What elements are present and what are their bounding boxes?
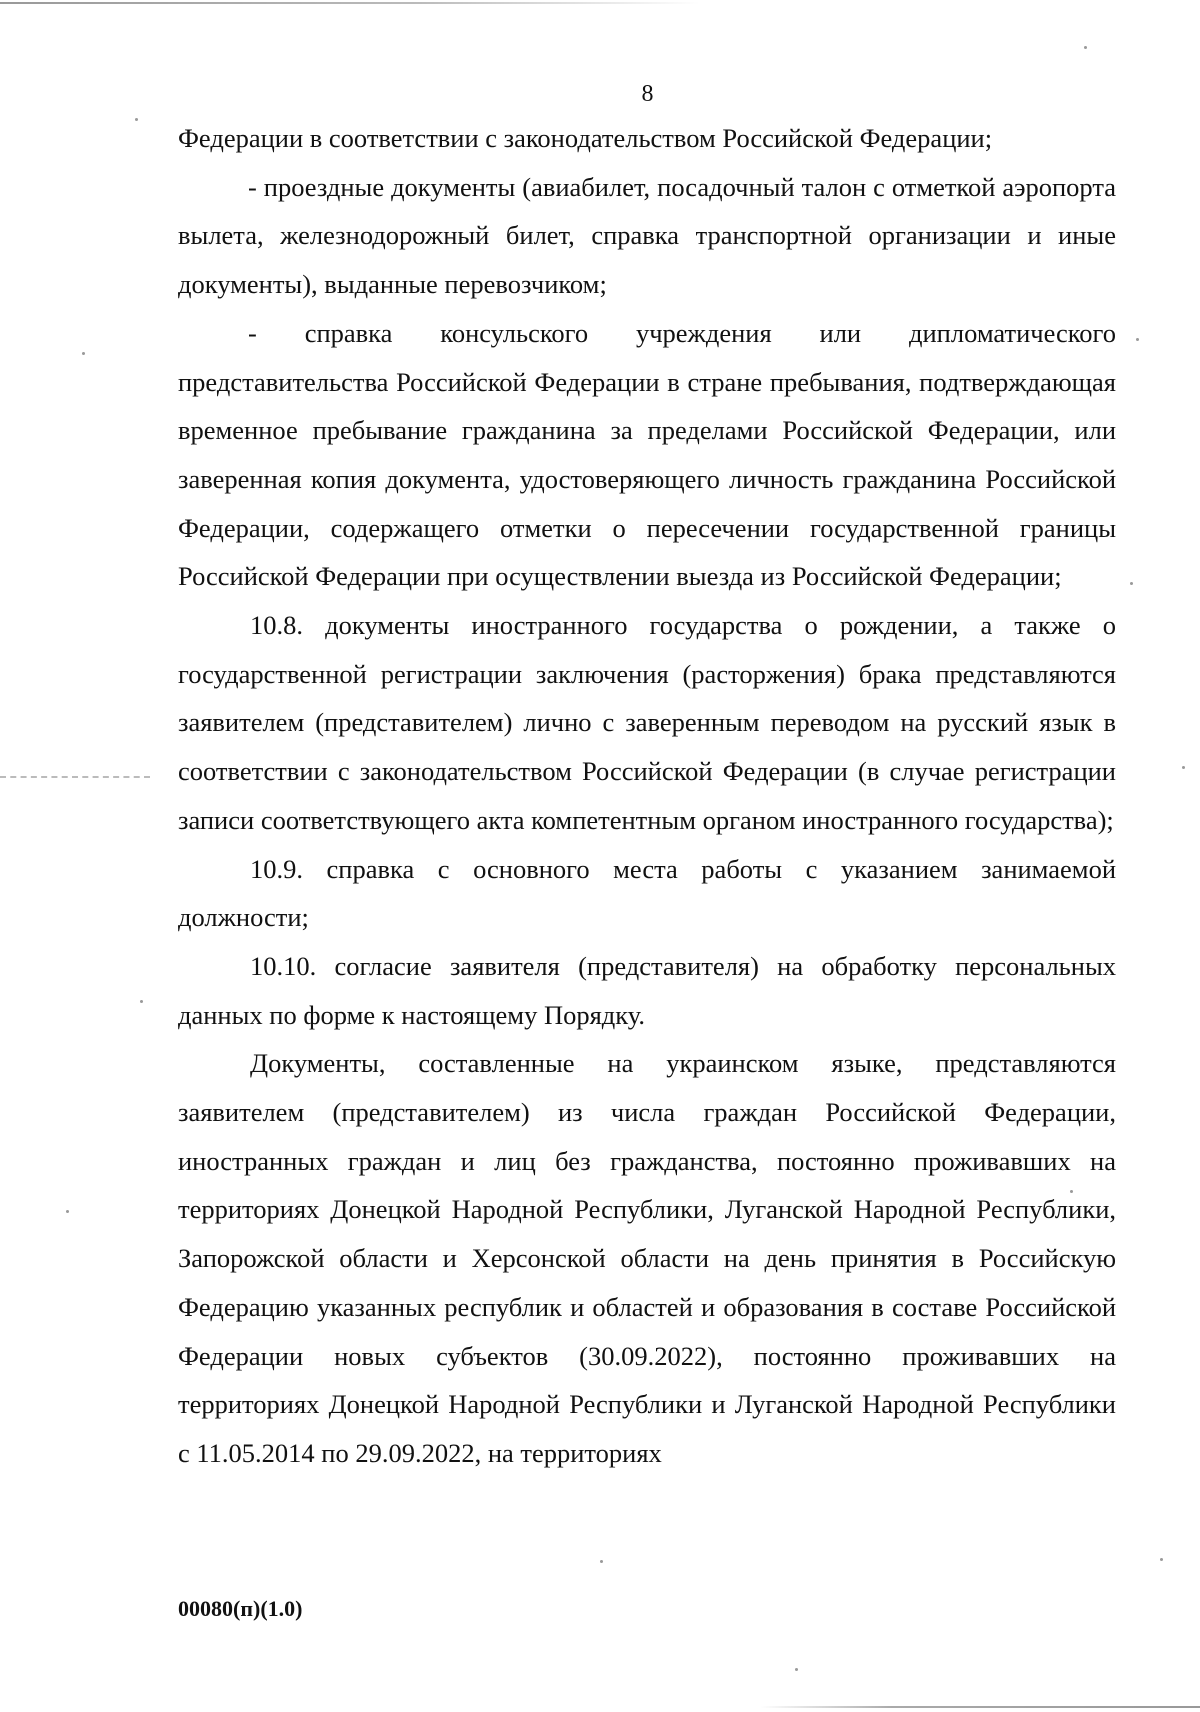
clause-10-10: 10.10. согласие заявителя (представителя) на обработку персональных данных по форме к настоящему Порядку. <box>178 950 1116 1030</box>
scan-speck <box>600 1560 603 1563</box>
scan-edge-top <box>0 2 700 4</box>
scan-speck <box>82 352 85 355</box>
scan-artifact-dash <box>0 776 150 778</box>
clause-10-9: 10.9. справка с основного места работы с указанием занимаемой должности; <box>178 853 1116 933</box>
list-item-consular-certificate: - справка консульского учреждения или дипломатического представительства Российской Федерации в стране пребывания, подтверждающая временное пребывание гражданина за пределами Российской Федерации, или заверенная копия документа, удостоверяющего личность гражданина Российской Федерации, содержащего отметки о пересечении государственной границы Российской Федерации при осуществлении выезда из Российской Федерации; <box>178 317 1116 592</box>
scan-speck <box>135 118 138 121</box>
scan-speck <box>140 1000 143 1003</box>
paragraph-ukrainian-documents: Документы, составленные на украинском языке, представляются заявителем (представителем) из числа граждан Российской Федерации, иностранных граждан и лиц без гражданства, постоянно проживавших на территориях Донецкой Народной Республики, Луганской Народной Республики, Запорожской области и Херсонской области на день принятия в Российскую Федерацию указанных республик и областей и образования в составе Российской Федерации новых субъектов (30.09.2022), постоянно проживавших на территориях Донецкой Народной Республики и Луганской Народной Республики с 11.05.2014 по 29.09.2022, на территориях <box>178 1048 1116 1468</box>
scan-speck <box>66 1210 69 1213</box>
scan-speck <box>1084 46 1087 49</box>
scan-speck <box>1160 1558 1163 1561</box>
page-number: 8 <box>641 81 654 107</box>
document-code: 00080(п)(1.0) <box>178 1596 303 1621</box>
scan-edge-bottom <box>760 1706 1200 1708</box>
scan-speck <box>1130 582 1133 585</box>
scan-speck <box>795 1668 798 1671</box>
document-body <box>178 114 1116 1478</box>
clause-10-8: 10.8. документы иностранного государства о рождении, а также о государственной регистрации заключения (расторжения) брака представляются заявителем (представителем) лично с заверенным переводом на русский язык в соответствии с законодательством Российской Федерации (в случае регистрации записи соответствующего акта компетентным органом иностранного государства); <box>178 610 1116 835</box>
paragraph-continuation: Федерации в соответствии с законодательством Российской Федерации; <box>178 123 993 153</box>
scan-speck <box>1136 338 1139 341</box>
list-item-travel-documents: - проездные документы (авиабилет, посадочный талон с отметкой аэропорта вылета, железнодорожный билет, справка транспортной организации и иные документы), выданные перевозчиком; <box>178 171 1116 300</box>
scan-speck <box>1182 766 1185 769</box>
